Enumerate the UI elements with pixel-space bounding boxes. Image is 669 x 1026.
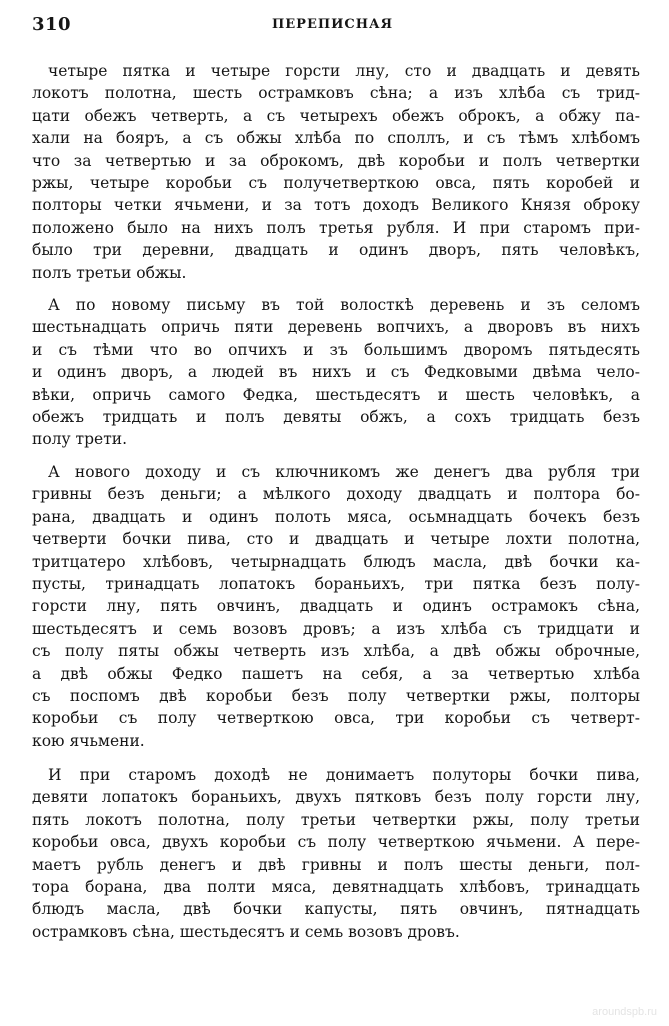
text-line: обежъ тридцать и полъ девяты обжъ, а сохъ тридцать безъ bbox=[32, 407, 640, 426]
text-line: и съ тѣми что во опчихъ и зъ большимъ дворомъ пятьдесять bbox=[32, 340, 640, 359]
text-line: что за четвертью и за оброкомъ, двѣ коробьи и полъ четвертки bbox=[32, 151, 640, 170]
text-line: кою ячьмени. bbox=[32, 731, 145, 750]
text-line: А по новому письму въ той волосткѣ деревень и зъ селомъ bbox=[48, 296, 640, 314]
text-line: полъ третьи обжы. bbox=[32, 263, 187, 282]
paragraph-1 bbox=[32, 60, 640, 284]
text-line: коробьи овса, двухъ коробьи съ полу четверткою ячьмени. А пере- bbox=[32, 833, 640, 852]
text-line: полторы четки ячьмени, и за тотъ доходъ Великого Князя оброку bbox=[32, 196, 640, 215]
text-line: острамковъ сѣна, шестьдесятъ и семь возовъ дровъ. bbox=[32, 922, 460, 941]
text-line: четверти бочки пива, сто и двадцать и четыре лохти полотна, bbox=[32, 530, 640, 549]
text-line: шестьдесятъ и семь возовъ дровъ; а изъ хлѣба съ тридцати и bbox=[32, 619, 640, 638]
text-line: шестьнадцать опричь пяти деревень вопчихъ, а дворовъ въ нихъ bbox=[32, 318, 640, 337]
text-line: рана, двадцать и одинъ полоть мяса, осьмнадцать бочекъ безъ bbox=[32, 507, 640, 526]
text-line: пять локотъ полотна, полу третьи четвертки ржы, полу третьи bbox=[32, 810, 640, 829]
text-line: положено было на нихъ полъ третья рубля. И при старомъ при- bbox=[32, 218, 640, 237]
paragraph-2 bbox=[32, 294, 640, 451]
text-line: было три деревни, двадцать и одинъ дворъ, пять человѣкъ, bbox=[32, 241, 640, 260]
running-title: ПЕРЕПИСНАЯ bbox=[272, 17, 394, 32]
text-line: маетъ рубль денегъ и двѣ гривны и полъ шесты деньги, пол- bbox=[32, 855, 640, 874]
text-line: съ полу пяты обжы четверть изъ хлѣба, а двѣ обжы оброчные, bbox=[32, 642, 640, 661]
text-line: хали на бояръ, а съ обжы хлѣба по споллъ, и съ тѣмъ хлѣбомъ bbox=[32, 129, 640, 148]
text-line: вѣки, опричь самого Федка, шестьдесятъ и шесть человѣкъ, а bbox=[32, 385, 640, 404]
text-line: съ поспомъ двѣ коробьи безъ полу четвертки ржы, полторы bbox=[32, 686, 640, 705]
text-line: горсти лну, пять овчинъ, двадцать и одинъ острамокъ сѣна, bbox=[32, 597, 640, 616]
text-line: цати обежъ четверть, а съ четырехъ обежъ оброкъ, а обжу па- bbox=[32, 106, 640, 125]
text-line: блюдъ масла, двѣ бочки капусты, пять овчинъ, пятнадцать bbox=[32, 900, 640, 919]
page-number: 310 bbox=[32, 14, 72, 35]
watermark: aroundspb.ru bbox=[592, 1006, 657, 1018]
running-head bbox=[32, 14, 640, 40]
text-line: девяти лопатокъ бораньихъ, двухъ пятковъ безъ полу горсти лну, bbox=[32, 788, 640, 807]
text-line: четыре пятка и четыре горсти лну, сто и двадцать и девять bbox=[48, 62, 640, 80]
text-line: тора борана, два полти мяса, девятнадцать хлѣбовъ, тринадцать bbox=[32, 877, 640, 896]
text-line: а двѣ обжы Федко пашетъ на себя, а за четвертью хлѣба bbox=[32, 664, 640, 683]
text-line: И при старомъ доходѣ не донимаетъ полуторы бочки пива, bbox=[48, 766, 640, 784]
text-line: полу трети. bbox=[32, 430, 128, 449]
text-line: и одинъ дворъ, а людей въ нихъ и съ Федковыми двѣма чело- bbox=[32, 363, 640, 382]
text-line: коробьи съ полу четверткою овса, три коробьи съ четверт- bbox=[32, 709, 640, 728]
text-line: гривны безъ деньги; а мѣлкого доходу двадцать и полтора бо- bbox=[32, 485, 640, 504]
text-line: А нового доходу и съ ключникомъ же денегъ два рубля три bbox=[48, 463, 640, 481]
text-line: ржы, четыре коробьи съ получетверткою овса, пять коробей и bbox=[32, 173, 640, 192]
text-line: тритцатеро хлѣбовъ, четырнадцать блюдъ масла, двѣ бочки ка- bbox=[32, 552, 640, 571]
text-line: локотъ полотна, шесть острамковъ сѣна; а изъ хлѣба съ трид- bbox=[32, 84, 640, 103]
paragraph-3 bbox=[32, 461, 640, 752]
paragraph-4 bbox=[32, 764, 640, 943]
text-line: пусты, тринадцать лопатокъ бораньихъ, три пятка безъ полу- bbox=[32, 574, 640, 593]
